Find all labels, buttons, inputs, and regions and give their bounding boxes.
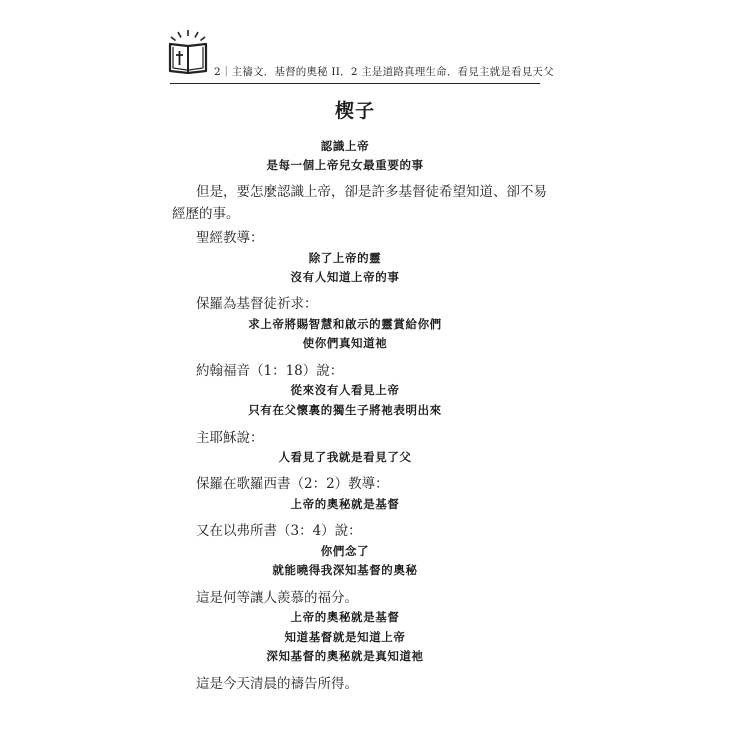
quote-line: 上帝的奧秘就是基督: [290, 610, 400, 624]
paragraph-line: 這是何等讓人羨慕的福分。: [196, 590, 358, 606]
quote-line: 上帝的奧秘就是基督: [290, 497, 400, 511]
header-rule: [170, 83, 540, 84]
quote-line: 只有在父懷裏的獨生子將祂表明出來: [248, 403, 442, 417]
paragraph-line: 保羅在歌羅西書（2：2）教導：: [196, 476, 389, 492]
paragraph-line: 又在以弗所書（3：4）說：: [196, 523, 362, 539]
paragraph-line: 保羅為基督徒祈求：: [196, 296, 318, 312]
chapter-title: 楔子: [334, 100, 375, 122]
quote-line: 是每一個上帝兒女最重要的事: [266, 158, 424, 172]
quote-line: 認識上帝: [320, 139, 370, 153]
quote-line: 就能曉得我深知基督的奧秘: [272, 563, 418, 577]
quote-line: 沒有人知道上帝的事: [290, 270, 400, 284]
quote-line: 你們念了: [320, 544, 370, 558]
paragraph-line: 約翰福音（1：18）說：: [196, 363, 344, 379]
paragraph-line: 主耶穌說：: [196, 430, 264, 446]
quote-line: 深知基督的奧秘就是真知道祂: [266, 649, 424, 663]
paragraph-line: 經歷的事。: [172, 206, 240, 222]
quote-line: 從來沒有人看見上帝: [290, 383, 400, 397]
quote-line: 人看見了我就是看見了父: [278, 450, 412, 464]
paragraph-line: 但是，要怎麼認識上帝，卻是許多基督徒希望知道、卻不易: [196, 184, 547, 200]
quote-line: 求上帝將賜智慧和啟示的靈賞給你們: [248, 317, 442, 331]
quote-line: 除了上帝的靈: [308, 251, 382, 265]
paragraph-line: 這是今天清晨的禱告所得。: [196, 676, 358, 692]
quote-line: 知道基督就是知道上帝: [284, 630, 406, 644]
open-book-with-cross-icon: [166, 28, 210, 74]
paragraph-line: 聖經教導：: [196, 230, 264, 246]
quote-line: 使你們真知道祂: [302, 336, 388, 350]
running-header: 2｜主禱文．基督的奧秘 II．2 主是道路真理生命．看見主就是看見天父: [214, 66, 554, 78]
